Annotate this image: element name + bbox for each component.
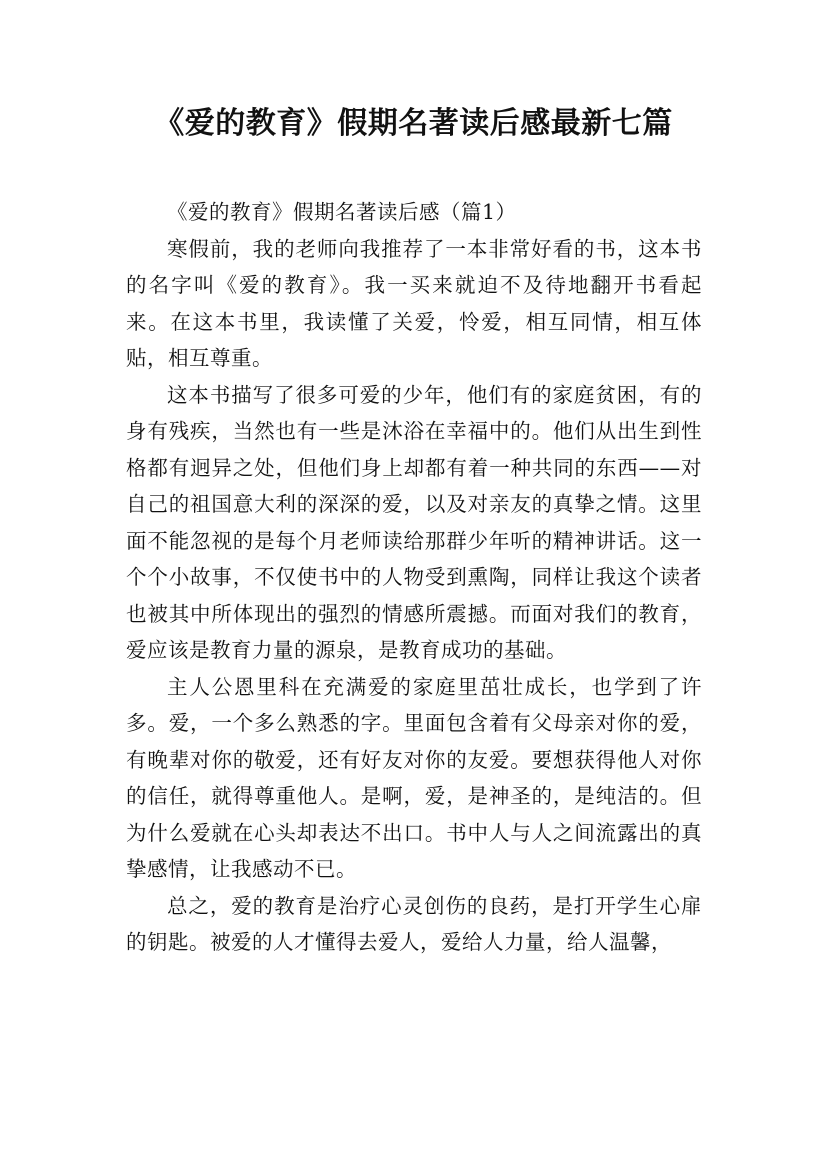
paragraph-2: 这本书描写了很多可爱的少年，他们有的家庭贫困，有的身有残疾，当然也有一些是沐浴在幸福中的。他们从出生到性格都有迥异之处，但他们身上却都有着一种共同的东西——对自己的祖国意大利的深深的爱，以及对亲友的真挚之情。这里面不能忽视的是每个月老师读给那群少年听的精神讲话。这一个个小故事，不仅使书中的人物受到熏陶，同样让我这个读者也被其中所体现出的强烈的情感所震撼。而面对我们的教育，爱应该是教育力量的源泉，是教育成功的基础。	[126, 382, 702, 662]
paragraph-1: 寒假前，我的老师向我推荐了一本非常好看的书，这本书的名字叫《爱的教育》。我一买来就迫不及待地翻开书看起来。在这本书里，我读懂了关爱，怜爱，相互同情，相互体贴，相互尊重。	[126, 236, 702, 370]
paragraph-3: 主人公恩里科在充满爱的家庭里茁壮成长，也学到了许多。爱，一个多么熟悉的字。里面包含着有父母亲对你的爱，有晚辈对你的敬爱，还有好友对你的友爱。要想获得他人对你的信任，就得尊重他人。是啊，爱，是神圣的，是纯洁的。但为什么爱就在心头却表达不出口。书中人与人之间流露出的真挚感情，让我感动不已。	[126, 674, 702, 881]
document-title: 《爱的教育》假期名著读后感最新七篇	[154, 106, 673, 141]
paragraph-4: 总之，爱的教育是治疗心灵创伤的良药，是打开学生心扉的钥匙。被爱的人才懂得去爱人，爱给人力量，给人温馨，	[126, 893, 702, 954]
document-body	[126, 194, 702, 961]
section-heading: 《爱的教育》假期名著读后感（篇1）	[167, 200, 517, 224]
